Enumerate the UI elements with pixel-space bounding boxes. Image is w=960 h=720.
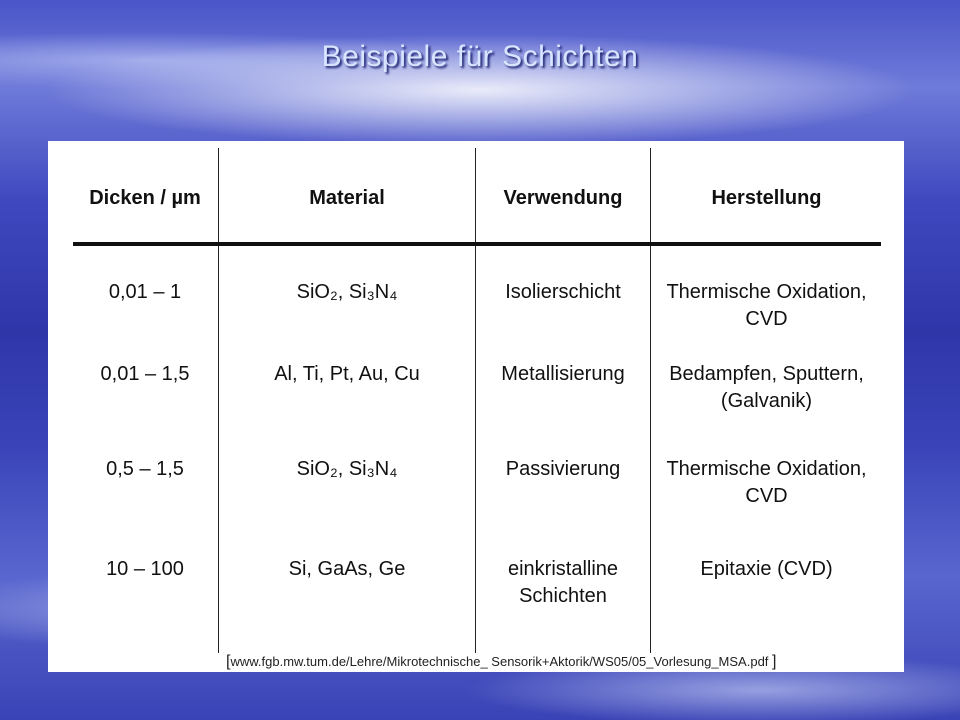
table-image-panel [48,141,904,672]
cell-herstellung-line: CVD [745,485,788,507]
cell-material: SiO₂, Si₃N₄ [296,281,398,303]
cell-herstellung [652,361,881,415]
cell-verwendung [477,556,649,610]
cell-verwendung: Isolierschicht [505,281,621,303]
column-divider [218,148,219,653]
cell-herstellung: Epitaxie (CVD) [700,558,833,580]
header-material: Material [309,187,385,209]
slide-title: Beispiele für Schichten [321,40,639,73]
source-close-bracket: ] [772,653,777,670]
cell-dicken: 0,01 – 1,5 [100,363,190,385]
cell-herstellung-line: CVD [745,308,788,330]
cell-dicken: 0,01 – 1 [108,281,182,303]
cell-herstellung [652,456,881,510]
cell-herstellung-line: Thermische Oxidation, [666,281,867,303]
source-url-text: www.fgb.mw.tum.de/Lehre/Mikrotechnische_ Sensorik+Aktorik/WS05/05_Vorlesung_MSA.pdf [230,654,773,669]
cell-verwendung: Metallisierung [501,363,625,385]
cell-herstellung-line: Thermische Oxidation, [666,458,867,480]
cell-verwendung-line: Schichten [519,585,607,607]
cell-herstellung [652,279,881,333]
cell-verwendung-line: einkristalline [507,558,619,580]
column-divider [650,148,651,653]
cell-dicken: 0,5 – 1,5 [106,458,184,480]
cell-herstellung-line: (Galvanik) [720,390,813,412]
source-open-bracket: [ [226,653,231,670]
source-citation [226,653,866,671]
cell-material: SiO₂, Si₃N₄ [296,458,398,480]
column-divider [475,148,476,653]
cell-dicken: 10 – 100 [106,558,184,580]
header-dicken: Dicken / µm [89,187,201,209]
header-herstellung: Herstellung [711,187,822,209]
cell-verwendung: Passivierung [505,458,621,480]
cell-material: Si, GaAs, Ge [288,558,406,580]
header-rule [73,242,881,246]
cell-herstellung-line: Bedampfen, Sputtern, [669,363,864,385]
header-verwendung: Verwendung [503,187,623,209]
cell-material: Al, Ti, Pt, Au, Cu [274,363,420,385]
